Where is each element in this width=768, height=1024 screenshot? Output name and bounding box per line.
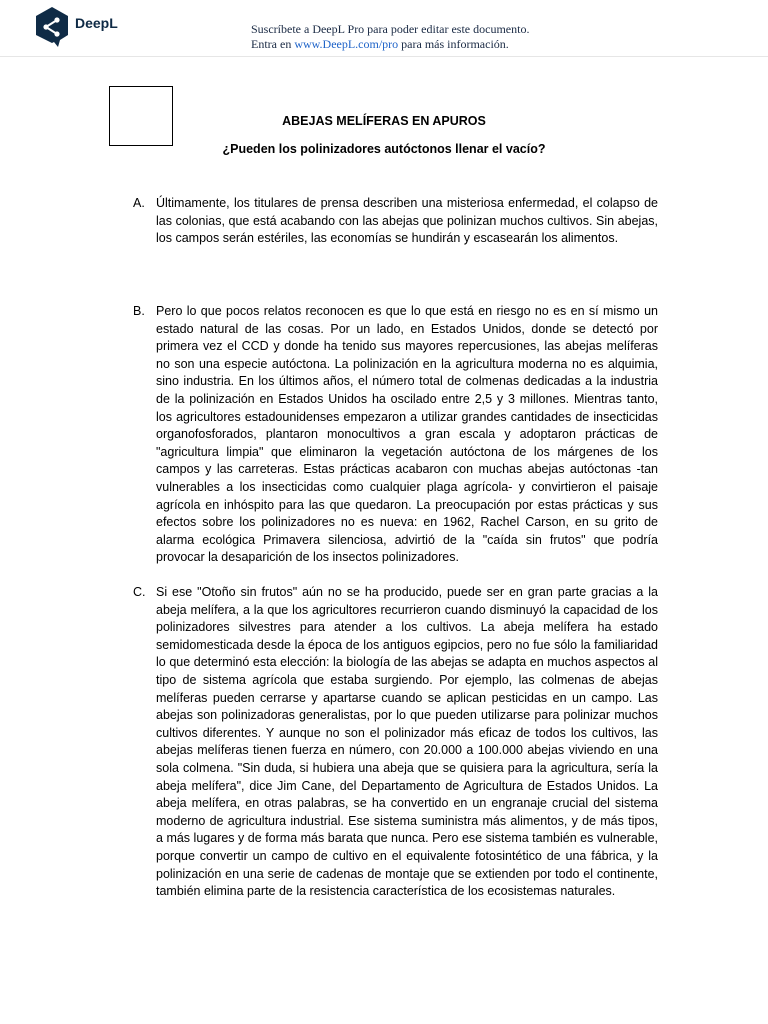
deepl-header-bar bbox=[0, 0, 768, 57]
paragraph-marker: B. bbox=[133, 304, 145, 318]
promo-line-1: Suscríbete a DeepL Pro para poder editar este documento. bbox=[251, 22, 530, 36]
paragraph-text: Si ese "Otoño sin frutos" aún no se ha producido, puede ser en gran parte gracias a la abeja melífera, a la que los agricultores recurrieron cuando disminuyó la capacidad de los polinizadores silvestres para atender a los cultivos. La abeja melífera ha estado semidomesticada desde la época de los antiguos egipcios, pero no fue sólo la familiaridad lo que determinó esta elección: la biología de las abejas se adapta en muchos aspectos al tipo de sistema agrícola que estaba surgiendo. Por ejemplo, las colmenas de abejas melíferas pueden cerrarse y apartarse cuando se aplican pesticidas en un campo. Las abejas son polinizadoras generalistas, por lo que pueden utilizarse para polinizar muchos cultivos diferentes. Y aunque no son el polinizador más eficaz de todos los cultivos, las abejas melíferas tienen fuerza en número, con 20.000 a 100.000 abejas viviendo en una sola colmena. "Sin duda, si hubiera una abeja que se quisiera para la agricultura, sería la abeja melífera", dice Jim Cane, del Departamento de Agricultura de Estados Unidos. La abeja melífera, en otras palabras, se ha convertido en un engranaje crucial del sistema moderno de agricultura industrial. Ese sistema suministra más alimentos, y de más tipos, a más lugares y de forma más barata que nunca. Pero ese sistema también es vulnerable, porque convertir un campo de cultivo en el equivalente fotosintético de una fábrica, y la polinización en una serie de cadenas de montaje que se extienden por todo el continente, también elimina parte de la resistencia característica de los ecosistemas naturales. bbox=[156, 585, 658, 899]
deepl-logo-icon[interactable] bbox=[34, 6, 70, 48]
promo-suffix: para más información. bbox=[398, 37, 509, 51]
promo-message bbox=[251, 22, 529, 52]
paragraph-text: Últimamente, los titulares de prensa describen una misteriosa enfermedad, el colapso de las colonias, que está acabando con las abejas que polinizan muchos cultivos. Sin abejas, los campos serán estériles, las economías se hundirán y escasearán los alimentos. bbox=[156, 196, 658, 246]
deepl-pro-link[interactable]: www.DeepL.com/pro bbox=[294, 37, 399, 51]
paragraph-text: Pero lo que pocos relatos reconocen es que lo que está en riesgo no es en sí mismo un estado natural de las cosas. Por un lado, en Estados Unidos, donde se detectó por primera vez el CCD y donde ha tenido sus mayores repercusiones, las abejas melíferas no son una especie autóctona. La polinización en la agricultura moderna no es alquimia, sino industria. En los últimos años, el número total de colmenas dedicadas a la industria de la polinización en Estados Unidos ha oscilado entre 2,5 y 3 millones. Mientras tanto, los agricultores estadounidenses empezaron a utilizar grandes cantidades de insecticidas organofosforados, plantaron monocultivos a gran escala y adoptaron prácticas de "agricultura limpia" que eliminaron la vegetación autóctona de los márgenes de los campos y las carreteras. Estas prácticas acabaron con muchas abejas autóctonas -tan vulnerables a los insecticidas como cualquier plaga agrícola- y convirtieron el paisaje agrícola en inhóspito para las que quedaron. La preocupación por estas prácticas y sus efectos sobre los polinizadores no es nueva: en 1962, Rachel Carson, en su grito de alarma ecológica Primavera silenciosa, advirtió de la "caída sin frutos" que podría provocar la desaparición de los insectos polinizadores. bbox=[156, 304, 658, 565]
paragraph-marker: A. bbox=[133, 196, 145, 210]
brand-name: DeepL bbox=[75, 15, 118, 31]
paragraph-marker: C. bbox=[133, 585, 146, 599]
document-subtitle: ¿Pueden los polinizadores autóctonos llenar el vacío? bbox=[222, 142, 546, 156]
promo-prefix: Entra en bbox=[251, 37, 295, 51]
document-title: ABEJAS MELÍFERAS EN APUROS bbox=[282, 114, 486, 128]
promo-line-2 bbox=[251, 37, 529, 52]
